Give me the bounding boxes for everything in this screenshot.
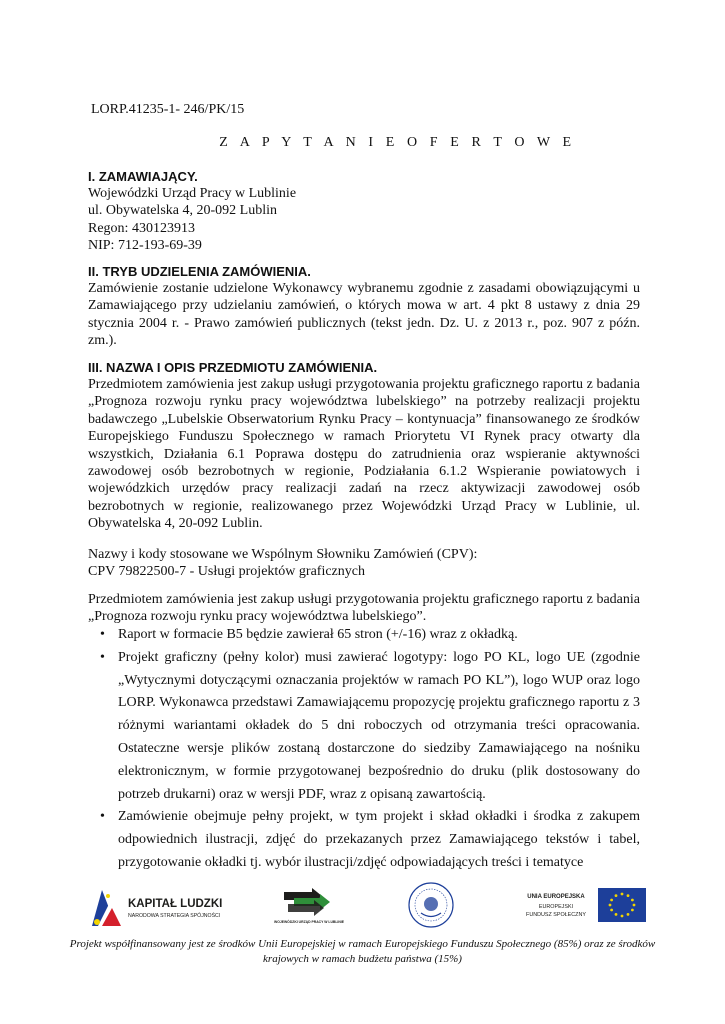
list-item: • Projekt graficzny (pełny kolor) musi zawierać logotypy: logo PO KL, logo UE (zgodnie „Wytycznymi dotyczącymi oznaczania projektów w ramach PO KL”), logo WUP oraz logo LORP. Wykonawca przedstawi Zamawiającemu propozycję projektu graficznego raportu z 3 różnymi wariantami okładek do 5 dni roboczych od otrzymania treści opracowania. Ostateczne wersje plików zostaną dostarczone do siedziby Zamawiającego na nośniku elektronicznym, w formie przygotowanej bezpośrednio do druku (plik dostosowany do potrzeb drukarni) oraz w wersji PDF, wraz z opisaną zawartością. [88, 647, 640, 807]
section-2-text: Zamówienie zostanie udzielone Wykonawcy wybranemu zgodnie z zasadami obowiązującymi u Zamawiającego przy udzielaniu zamówień, o których mowa w art. 4 pkt 8 ustawy z dnia 29 stycznia 2004 r. - Prawo zamówień publicznych (tekst jedn. Dz. U. z 2013 r., poz. 907 z późn. zm.). [88, 281, 640, 349]
svg-text:UNIA EUROPEJSKA: UNIA EUROPEJSKA [527, 894, 585, 900]
lorp-logo [406, 880, 456, 930]
section-procedure [88, 263, 640, 350]
section-contracting-authority [88, 168, 640, 255]
section-3-text-2: Przedmiotem zamówienia jest zakup usługi przygotowania projektu graficznego raportu z badania „Prognoza rozwoju rynku pracy województwa lubelskiego”. [88, 592, 640, 625]
cofinancing-caption: Projekt współfinansowany jest ze środków Unii Europejskiej w ramach Europejskiego Funduszu Społecznego (85%) oraz ze środków krajowych w ramach budżetu państwa (15%) [69, 938, 656, 965]
subject-summary [88, 591, 640, 626]
bullet-icon: • [100, 627, 105, 642]
kapital-ludzki-logo [88, 882, 228, 930]
footer-logos [88, 880, 648, 930]
section-3-text: Przedmiotem zamówienia jest zakup usługi przygotowania projektu graficznego raportu z badania „Prognoza rozwoju rynku pracy województwa lubelskiego” na potrzeby realizacji projektu badawczego „Lubelskie Obserwatorium Rynku Pracy – kontynuacja” finansowanego ze środków Europejskiego Funduszu Społecznego w ramach Priorytetu VI Rynek pracy otwarty dla wszystkich, Działania 6.1 Poprawa dostępu do zatrudnienia oraz wspieranie aktywności zawodowej osób bezrobotnych w regionie, Podziałania 6.1.2 Wspieranie powiatowych i wojewódzkich urzędów pracy realizacji zadań na rzecz aktywizacji zawodowej osób bezrobotnych w regionie, realizowanego przez Wojewódzki Urząd Pracy w Lublinie, ul. Obywatelska 4, 20-092 Lublin. [88, 377, 640, 532]
section-1-heading: I. ZAMAWIAJĄCY. [88, 169, 198, 184]
list-item: • Raport w formacie B5 będzie zawierał 65 stron (+/-16) wraz z okładką. [88, 624, 640, 647]
svg-text:KAPITAŁ LUDZKI: KAPITAŁ LUDZKI [128, 898, 223, 910]
lorp-seal-icon [406, 880, 456, 930]
kapital-ludzki-icon [88, 882, 228, 930]
authority-address: ul. Obywatelska 4, 20-092 Lublin [88, 203, 277, 219]
eu-logo [514, 886, 648, 924]
list-item: • Zamówienie obejmuje pełny projekt, w tym projekt i skład okładki i środka z zakupem odpowiednich ilustracji, zdjęć do przekazanych przez Zamawiającego tekstów i tabel, przygotowanie okładki tj. wybór ilustracji/zdjęć odpowiadających treści i tematyce [88, 806, 640, 874]
document-title: Z A P Y T A N I E O F E R T O W E [219, 135, 576, 150]
cpv-code: CPV 79822500-7 - Usługi projektów graficznych [88, 564, 365, 580]
section-3-heading: III. NAZWA I OPIS PRZEDMIOTU ZAMÓWIENIA. [88, 360, 378, 375]
eu-flag-icon [514, 886, 648, 924]
svg-text:NARODOWA STRATEGIA SPÓJNOŚCI: NARODOWA STRATEGIA SPÓJNOŚCI [128, 913, 221, 919]
svg-text:FUNDUSZ SPOŁECZNY: FUNDUSZ SPOŁECZNY [526, 912, 586, 918]
authority-regon: Regon: 430123913 [88, 220, 195, 236]
svg-text:WOJEWÓDZKI URZĄD PRACY W LUBLI: WOJEWÓDZKI URZĄD PRACY W LUBLINIE [274, 920, 344, 924]
wup-arrows-icon [274, 886, 344, 926]
section-2-heading: II. TRYB UDZIELENIA ZAMÓWIENIA. [88, 264, 311, 279]
authority-nip: NIP: 712-193-69-39 [88, 238, 202, 254]
cpv-block [88, 546, 640, 581]
wup-logo [274, 886, 344, 926]
authority-name: Wojewódzki Urząd Pracy w Lublinie [88, 186, 297, 201]
svg-text:EUROPEJSKI: EUROPEJSKI [538, 904, 574, 910]
reference-number: LORP.41235-1- 246/PK/15 [91, 102, 245, 117]
requirements-list [88, 624, 640, 875]
cpv-intro: Nazwy i kody stosowane we Wspólnym Słowniku Zamówień (CPV): [88, 547, 478, 562]
bullet-icon: • [100, 809, 105, 825]
bullet-icon: • [100, 649, 105, 665]
section-subject [88, 359, 640, 533]
